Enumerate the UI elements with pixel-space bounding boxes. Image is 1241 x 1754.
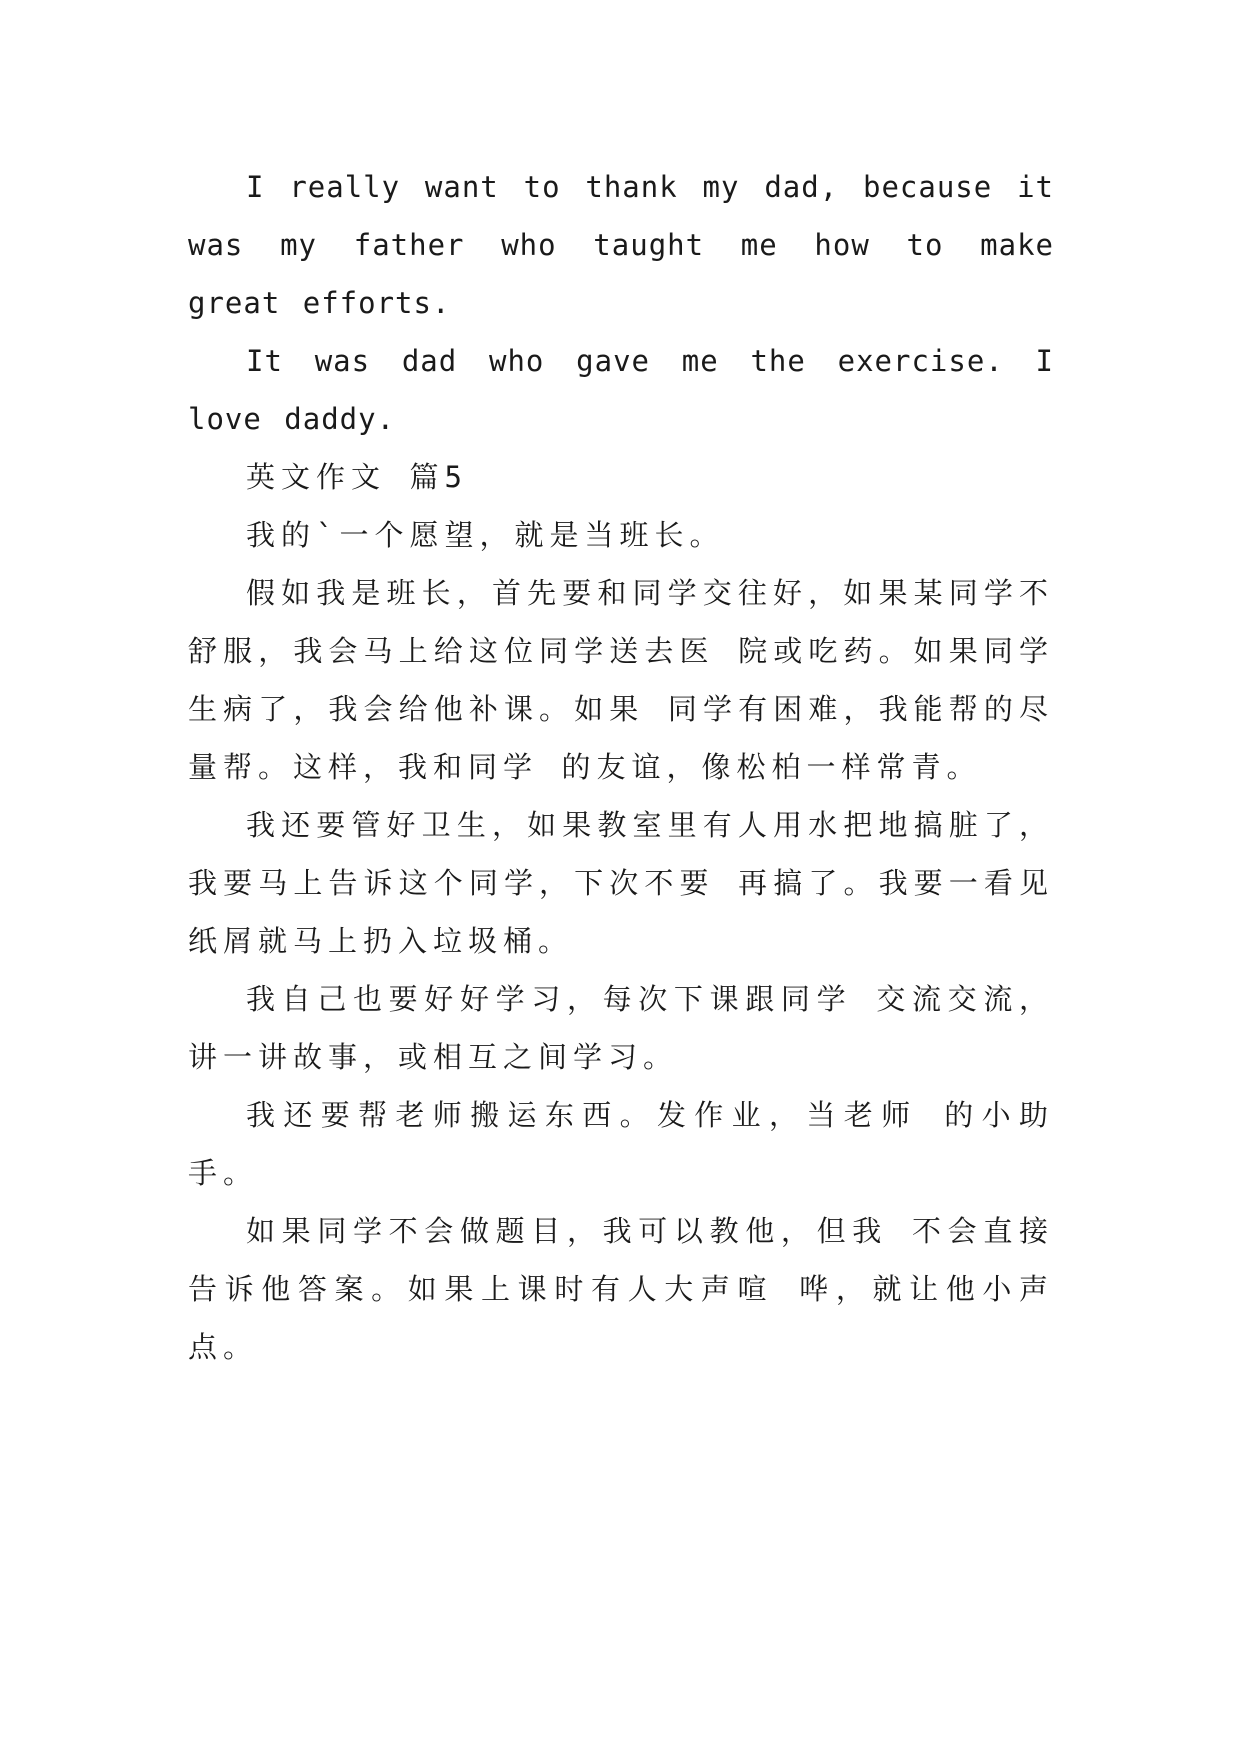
paragraph-wish: 我的`一个愿望，就是当班长。 <box>246 518 725 552</box>
section-heading: 英文作文 篇5 <box>246 460 468 494</box>
paragraph-teaching: 如果同学不会做题目，我可以教他，但我 不会直接告诉他答案。如果上课时有人大声喧 哗，就让他小声点。 <box>188 1214 1054 1364</box>
paragraph-classmates: 假如我是班长，首先要和同学交往好，如果某同学不舒服，我会马上给这位同学送去医 院或吃药。如果同学生病了，我会给他补课。如果 同学有困难，我能帮的尽量帮。这样，我和同学 的友谊，像松柏一样常青。 <box>188 576 1054 784</box>
paragraph-hygiene: 我还要管好卫生，如果教室里有人用水把地搞脏了，我要马上告诉这个同学，下次不要 再搞了。我要一看见纸屑就马上扔入垃圾桶。 <box>188 808 1054 958</box>
paragraph-study: 我自己也要好好学习，每次下课跟同学 交流交流，讲一讲故事，或相互之间学习。 <box>188 982 1054 1074</box>
paragraph-thank-dad: I really want to thank my dad, because it was my father who taught me how to make great efforts. <box>188 170 1054 320</box>
document-body <box>188 158 1054 1376</box>
paragraph-helper: 我还要帮老师搬运东西。发作业，当老师 的小助手。 <box>188 1098 1054 1190</box>
paragraph-love-daddy: It was dad who gave me the exercise. I love daddy. <box>188 344 1054 436</box>
